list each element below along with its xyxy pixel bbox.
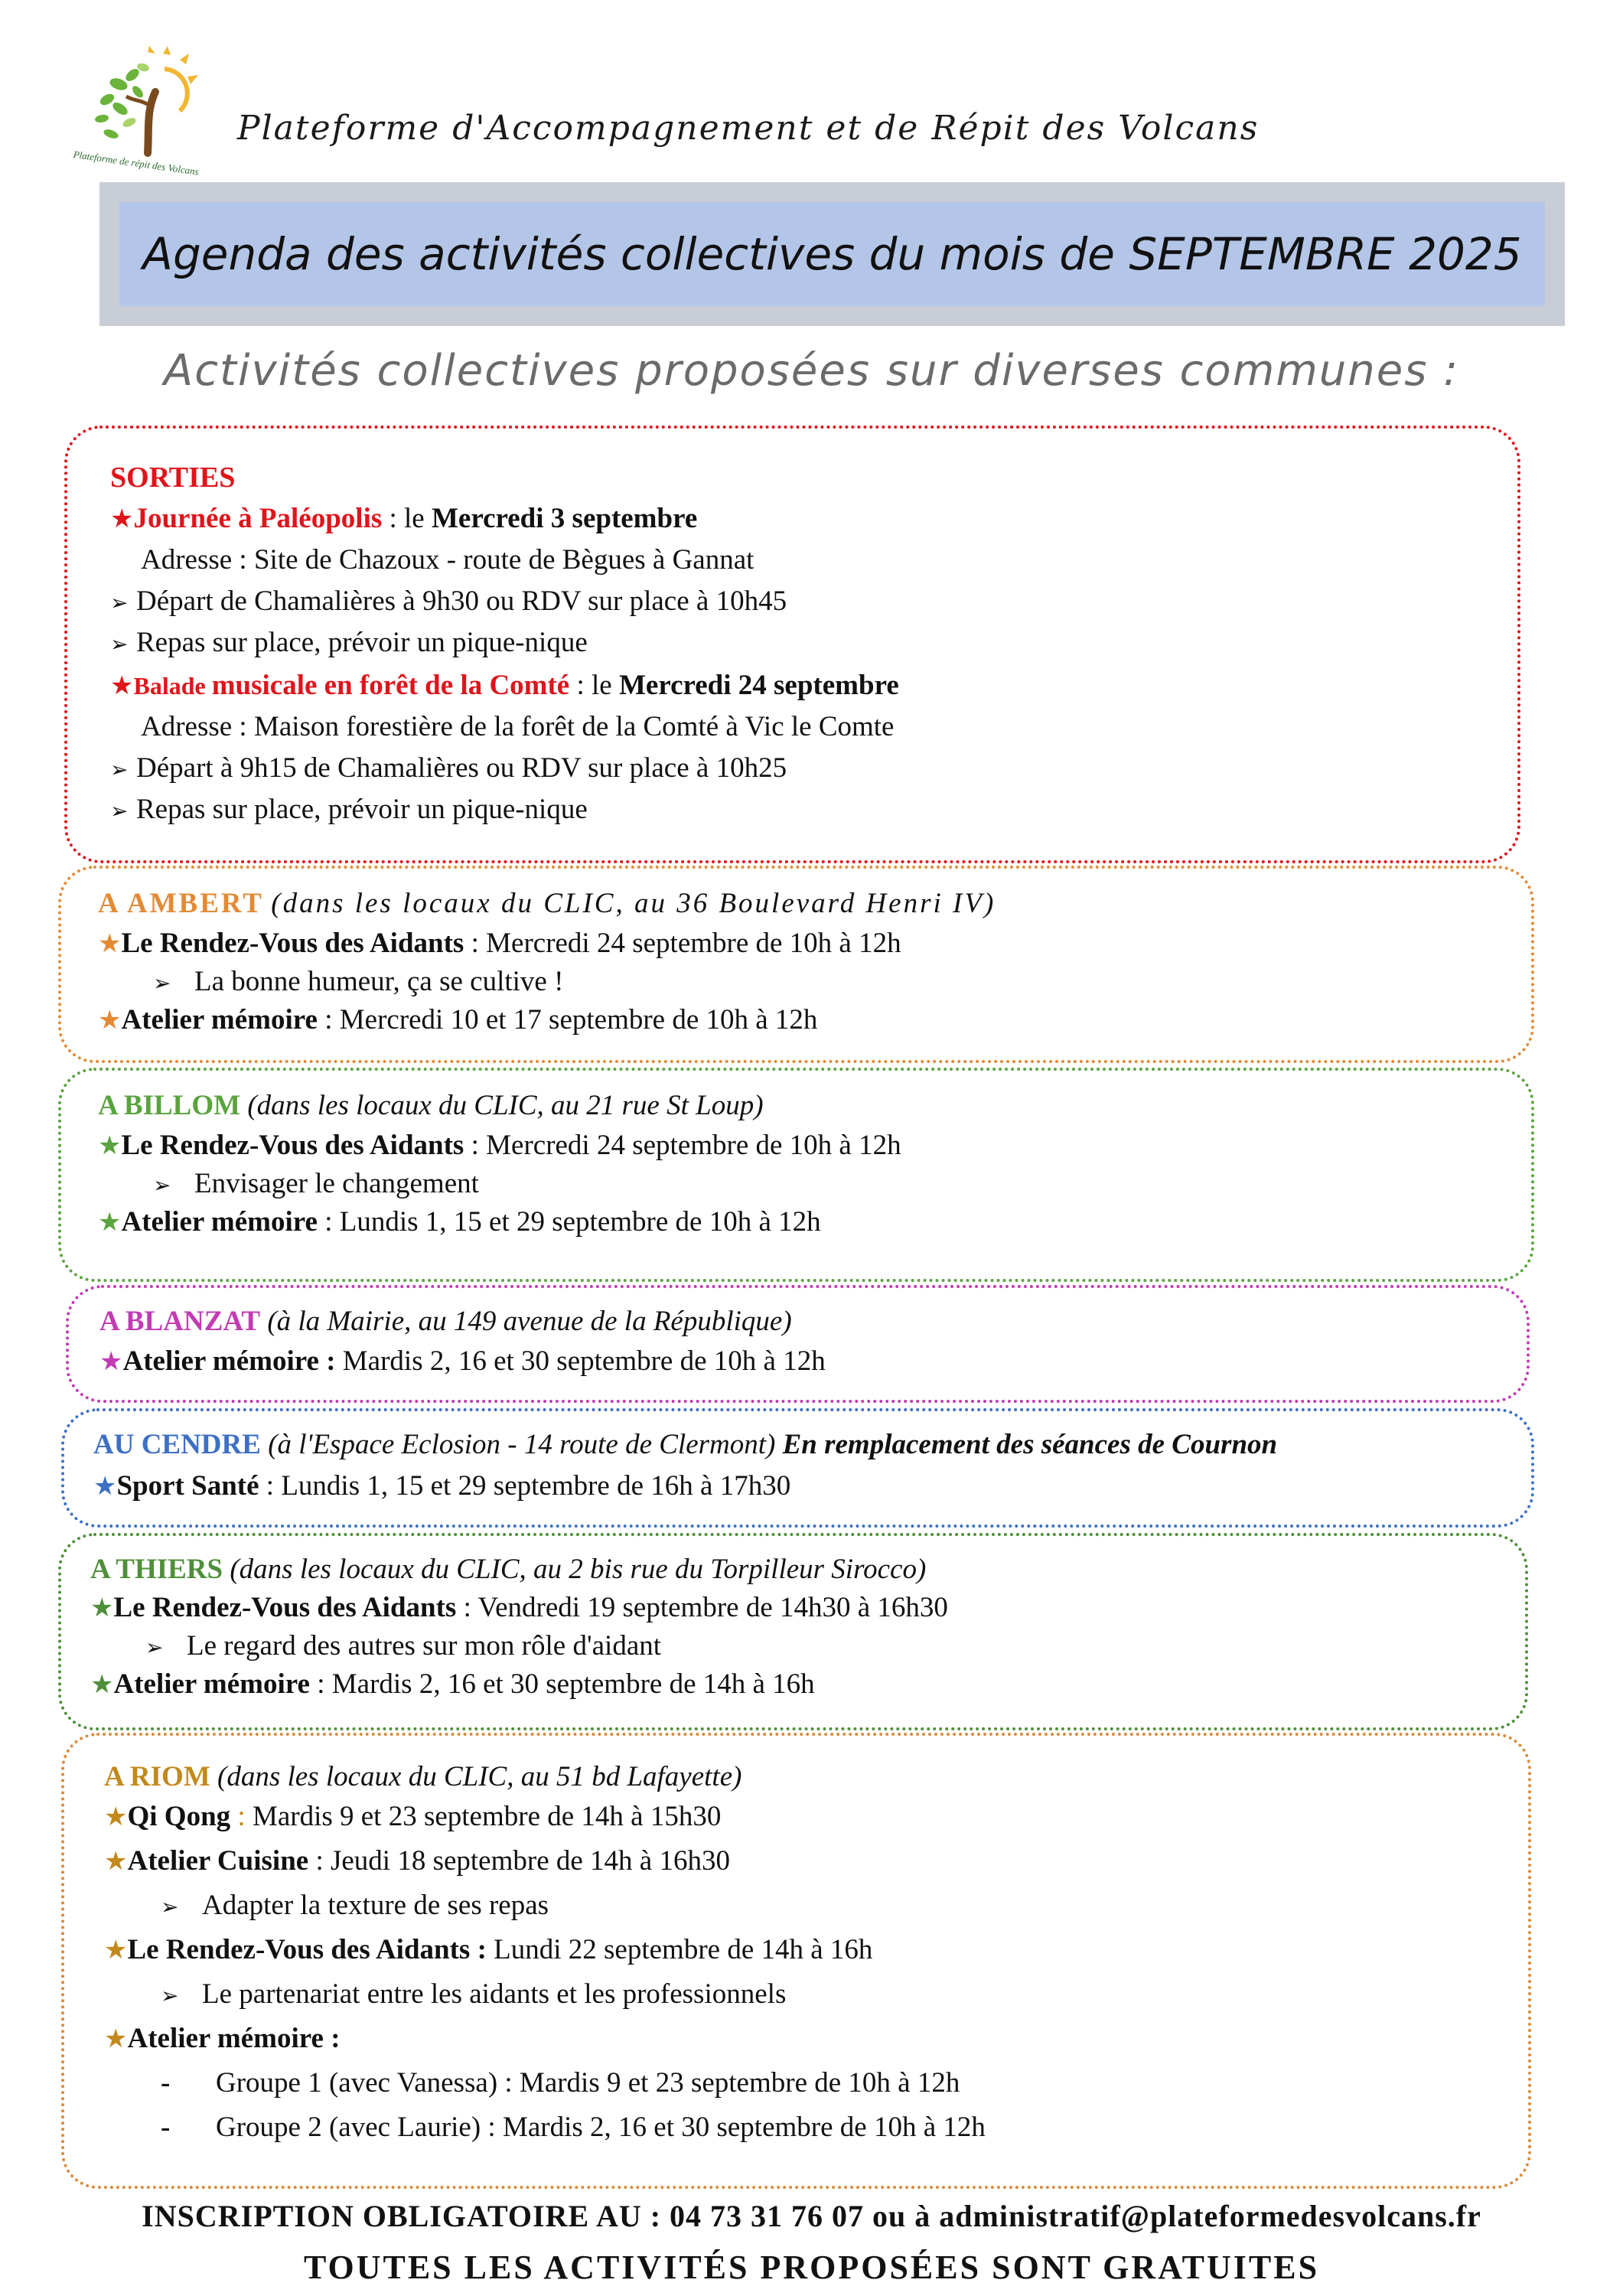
cendre-activity-1 <box>93 1469 790 1504</box>
arrow-bullet-icon: ➢ <box>110 633 129 657</box>
outing-1-bullet-1-text: Départ de Chamalières à 9h30 ou RDV sur place à 10h45 <box>136 585 787 617</box>
logo <box>73 46 207 176</box>
riom-activity-3 <box>104 1933 872 1968</box>
outing-1-sep: : le <box>382 503 432 534</box>
riom-group-2-text: Groupe 2 (avec Laurie) : Mardis 2, 16 et 30 septembre de 10h à 12h <box>216 2112 986 2143</box>
riom-activity-1-name: Qi Qong <box>127 1801 231 1832</box>
arrow-bullet-icon: ➢ <box>110 592 129 615</box>
ambert-activity-1-theme <box>153 965 563 1001</box>
star-icon: ★ <box>110 505 134 533</box>
riom-activity-2-detail: : Jeudi 18 septembre de 14h à 16h30 <box>308 1845 730 1877</box>
email-link[interactable]: administratif@plateformedesvolcans.fr <box>939 2199 1481 2233</box>
ambert-activity-1-name: Le Rendez-Vous des Aidants <box>121 928 464 959</box>
star-icon: ★ <box>104 2025 128 2053</box>
arrow-bullet-icon: ➢ <box>110 800 129 823</box>
ambert-box <box>58 866 1534 1063</box>
outing-2-bullet-1 <box>110 752 787 788</box>
blanzat-heading <box>99 1305 792 1339</box>
thiers-activity-2-detail: : Mardis 2, 16 et 30 septembre de 14h à 16h <box>309 1668 815 1700</box>
riom-activity-1 <box>104 1800 721 1835</box>
logo-caption: Plateforme de répit des Volcans <box>72 148 200 178</box>
star-icon: ★ <box>98 930 122 958</box>
riom-activity-3-name: Le Rendez-Vous des Aidants : <box>127 1934 487 1965</box>
ambert-place: (dans les locaux du CLIC, au 36 Boulevard Henri IV) <box>271 888 996 919</box>
outing-1-bullet-1 <box>110 585 787 621</box>
riom-activity-3-detail: Lundi 22 septembre de 14h à 16h <box>486 1934 873 1965</box>
billom-activity-1-theme-text: Envisager le changement <box>194 1168 479 1199</box>
star-icon: ★ <box>104 1848 128 1876</box>
cendre-activity-1-name: Sport Santé <box>116 1470 259 1502</box>
dash-bullet-icon: - <box>161 2067 171 2099</box>
dash-bullet-icon: - <box>161 2112 171 2143</box>
outing-2-address: Adresse : Maison forestière de la forêt de la Comté à Vic le Comte <box>141 711 895 742</box>
riom-activity-1-sep: : <box>230 1801 253 1832</box>
arrow-bullet-icon: ➢ <box>161 1896 179 1919</box>
riom-activity-2-theme <box>161 1889 549 1925</box>
riom-activity-3-theme <box>161 1978 786 2014</box>
outing-2-title <box>110 669 899 703</box>
star-icon: ★ <box>90 1671 114 1699</box>
outing-1-date: Mercredi 3 septembre <box>431 503 698 534</box>
cendre-activity-1-detail: : Lundis 1, 15 et 29 septembre de 16h à 17h30 <box>259 1470 791 1502</box>
star-icon: ★ <box>104 1803 128 1831</box>
ambert-activity-2 <box>98 1003 817 1038</box>
thiers-heading <box>90 1553 926 1587</box>
riom-activity-4 <box>104 2022 341 2056</box>
arrow-bullet-icon: ➢ <box>153 972 171 996</box>
thiers-activity-1-theme <box>145 1629 661 1665</box>
inscription-line <box>0 2198 1623 2234</box>
star-icon: ★ <box>90 1594 114 1623</box>
thiers-place: (dans les locaux du CLIC, au 2 bis rue du Torpilleur Sirocco) <box>230 1554 927 1585</box>
riom-activity-2-theme-text: Adapter la texture de ses repas <box>202 1890 549 1921</box>
riom-heading <box>104 1760 741 1794</box>
thiers-city: A THIERS <box>90 1554 223 1585</box>
thiers-activity-1-theme-text: Le regard des autres sur mon rôle d'aidant <box>187 1630 662 1662</box>
ambert-city: A AMBERT <box>98 888 264 919</box>
tree-sun-logo-icon <box>73 46 207 161</box>
outing-2-bullet-2-text: Repas sur place, prévoir un pique-nique <box>136 794 588 825</box>
riom-group-1 <box>161 2066 960 2100</box>
billom-activity-2-name: Atelier mémoire <box>121 1206 318 1238</box>
riom-group-1-text: Groupe 1 (avec Vanessa) : Mardis 9 et 23 septembre de 10h à 12h <box>216 2067 960 2099</box>
outing-1-address: Adresse : Site de Chazoux - route de Bègues à Gannat <box>141 544 754 576</box>
riom-place: (dans les locaux du CLIC, au 51 bd Lafayette) <box>217 1761 742 1792</box>
blanzat-activity-1-detail: Mardis 2, 16 et 30 septembre de 10h à 12h <box>335 1345 826 1377</box>
riom-activity-2-name: Atelier Cuisine <box>127 1845 309 1877</box>
thiers-activity-1 <box>90 1591 948 1626</box>
riom-activity-1-detail: Mardis 9 et 23 septembre de 14h à 15h30 <box>252 1801 722 1832</box>
ambert-activity-2-name: Atelier mémoire <box>121 1004 318 1035</box>
riom-box <box>61 1733 1531 2189</box>
blanzat-activity-1-name: Atelier mémoire : <box>122 1345 336 1377</box>
billom-activity-1-name: Le Rendez-Vous des Aidants <box>121 1130 464 1161</box>
inscription-or: ou à <box>864 2199 940 2233</box>
thiers-activity-2 <box>90 1668 815 1702</box>
billom-box <box>58 1068 1534 1282</box>
outing-2-date: Mercredi 24 septembre <box>618 670 899 701</box>
ambert-activity-1-theme-text: La bonne humeur, ça se cultive ! <box>194 966 564 997</box>
riom-activity-3-theme-text: Le partenariat entre les aidants et les professionnels <box>202 1978 787 2010</box>
agenda-title: Agenda des activités collectives du mois de SEPTEMBRE 2025 <box>142 228 1522 280</box>
arrow-bullet-icon: ➢ <box>153 1174 171 1198</box>
sorties-heading-text: SORTIES <box>110 461 236 494</box>
riom-group-2 <box>161 2111 986 2144</box>
phone-number[interactable]: 04 73 31 76 07 <box>670 2199 865 2233</box>
outing-2-name: musicale en forêt de la Comté <box>211 670 570 701</box>
sorties-box <box>64 426 1520 863</box>
cendre-box <box>61 1408 1534 1528</box>
star-icon: ★ <box>110 672 134 700</box>
riom-city: A RIOM <box>104 1761 210 1792</box>
platform-name: Plateforme d'Accompagnement et de Répit des Volcans <box>237 109 1260 148</box>
outing-2-bullet-2 <box>110 793 588 829</box>
outing-2-name-prefix: Balade <box>133 672 212 700</box>
ambert-activity-1 <box>98 927 901 961</box>
cendre-note: En remplacement des séances de Cournon <box>782 1429 1278 1460</box>
billom-activity-2-detail: : Lundis 1, 15 et 29 septembre de 10h à 12h <box>317 1206 821 1238</box>
star-icon: ★ <box>98 1006 122 1035</box>
riom-activity-4-name: Atelier mémoire : <box>127 2023 341 2054</box>
blanzat-city: A BLANZAT <box>99 1306 261 1337</box>
star-icon: ★ <box>93 1473 117 1501</box>
page-subtitle: Activités collectives proposées sur diverses communes : <box>163 346 1460 396</box>
arrow-bullet-icon: ➢ <box>145 1636 164 1660</box>
outing-1-bullet-2 <box>110 626 588 662</box>
billom-activity-2 <box>98 1205 821 1240</box>
billom-activity-1-detail: : Mercredi 24 septembre de 10h à 12h <box>464 1130 901 1161</box>
star-icon: ★ <box>98 1132 122 1160</box>
riom-activity-2 <box>104 1844 730 1879</box>
arrow-bullet-icon: ➢ <box>110 758 129 782</box>
blanzat-box <box>66 1285 1530 1403</box>
billom-city: A BILLOM <box>98 1090 241 1121</box>
star-icon: ★ <box>98 1208 122 1237</box>
sorties-heading <box>110 461 235 494</box>
star-icon: ★ <box>104 1936 128 1965</box>
cendre-city: AU CENDRE <box>93 1429 261 1460</box>
star-icon: ★ <box>99 1348 123 1376</box>
cendre-place: (à l'Espace Eclosion - 14 route de Clermont) <box>268 1429 776 1460</box>
free-activities-notice: TOUTES LES ACTIVITÉS PROPOSÉES SONT GRATUITES <box>303 2249 1320 2286</box>
ambert-activity-1-detail: : Mercredi 24 septembre de 10h à 12h <box>464 928 901 959</box>
billom-place: (dans les locaux du CLIC, au 21 rue St Loup) <box>247 1090 764 1121</box>
billom-activity-1-theme <box>153 1167 479 1203</box>
billom-heading <box>98 1089 764 1123</box>
outing-2-bullet-1-text: Départ à 9h15 de Chamalières ou RDV sur place à 10h25 <box>136 752 787 784</box>
agenda-title-frame <box>99 182 1565 326</box>
inscription-label: INSCRIPTION OBLIGATOIRE AU : <box>142 2199 670 2233</box>
cendre-heading <box>93 1428 1277 1462</box>
outing-1-bullet-2-text: Repas sur place, prévoir un pique-nique <box>136 627 588 658</box>
thiers-activity-1-detail: : Vendredi 19 septembre de 14h30 à 16h30 <box>456 1592 948 1623</box>
thiers-activity-2-name: Atelier mémoire <box>113 1668 310 1700</box>
arrow-bullet-icon: ➢ <box>161 1985 179 2008</box>
blanzat-place: (à la Mairie, au 149 avenue de la République) <box>267 1306 792 1337</box>
blanzat-activity-1 <box>99 1345 826 1379</box>
billom-activity-1 <box>98 1129 901 1163</box>
ambert-activity-2-detail: : Mercredi 10 et 17 septembre de 10h à 12h <box>317 1004 818 1035</box>
thiers-box <box>58 1533 1528 1730</box>
ambert-heading <box>98 887 996 921</box>
outing-1-title <box>110 502 697 536</box>
thiers-activity-1-name: Le Rendez-Vous des Aidants <box>113 1592 457 1623</box>
outing-2-sep: : le <box>569 670 619 701</box>
outing-1-name: Journée à Paléopolis <box>133 503 383 534</box>
